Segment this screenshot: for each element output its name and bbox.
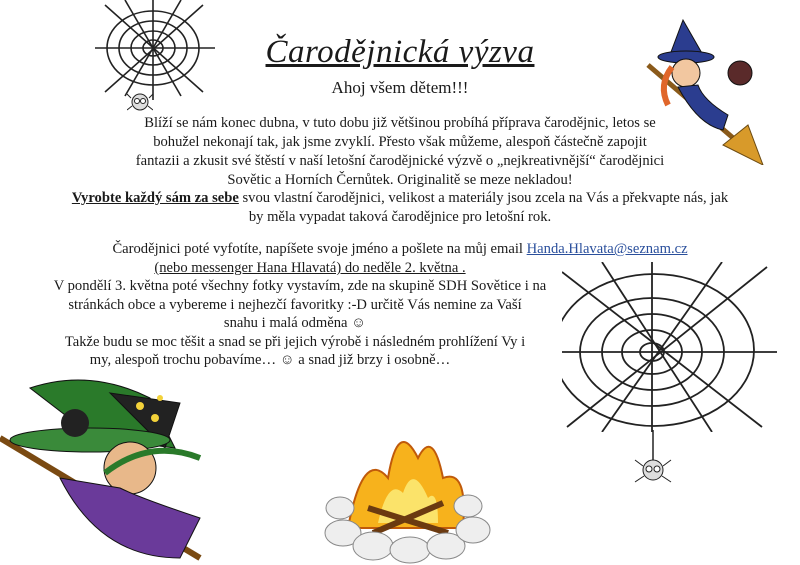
intro-line-1: Blíží se nám konec dubna, v tuto dobu již většinou probíhá příprava čarodějnic, letos se [144, 115, 656, 131]
results-line-2: stránkách obce a vybereme i nejhezčí favoritky :-D určitě Vás nemine za Vaší [68, 297, 522, 313]
intro-line-5-rest: svou vlastní čarodějnici, velikost a materiály jsou zcela na Vás a překvapte nás, jak [238, 190, 729, 206]
results-line-4: Takže budu se moc těšit a snad se při jejich výrobě i následném prohlížení Vy i [64, 334, 526, 350]
instructions-line-2: (nebo messenger Hana Hlavatá) do neděle 2. května . [154, 260, 466, 276]
intro-line-6: by měla vypadat taková čarodějnice pro letošní rok. [248, 209, 552, 225]
bonfire-icon [318, 408, 493, 565]
results-line-1: V pondělí 3. května poté všechny fotky vystavím, zde na skupině SDH Sovětice i na [53, 278, 547, 294]
results-line-5: my, alespoň trochu pobavíme… ☺ a snad již brzy i osobně… [89, 352, 451, 368]
greeting: Ahoj všem dětem!!! [331, 78, 469, 97]
intro-line-3: fantazii a zkusit své štěstí v naší letošní čarodějnické výzvě o „nejkreativnější“ čarodějnici [135, 153, 665, 169]
page-title: Čarodějnická výzva [265, 34, 535, 70]
call-to-action: Vyrobte každý sám za sebe [71, 190, 239, 206]
witch-with-cat-icon [0, 368, 225, 565]
results-line-3: snahu i malá odměna ☺ [223, 315, 367, 331]
email-link[interactable]: Handa.Hlavata@seznam.cz [526, 241, 688, 257]
intro-line-2: bohužel nekonají tak, jak jsme zvyklí. Přesto však můžeme, alespoň částečně zapojit [153, 134, 647, 150]
instructions-line-1 [0, 240, 800, 259]
intro-line-4: Sovětic a Horních Černůtek. Originalitě se meze nekladou! [227, 172, 573, 188]
intro-line-5 [0, 189, 800, 208]
hanging-spider-icon [633, 430, 673, 485]
instructions-text: Čarodějnici poté vyfotíte, napíšete svoje jméno a pošlete na můj email [112, 241, 527, 257]
